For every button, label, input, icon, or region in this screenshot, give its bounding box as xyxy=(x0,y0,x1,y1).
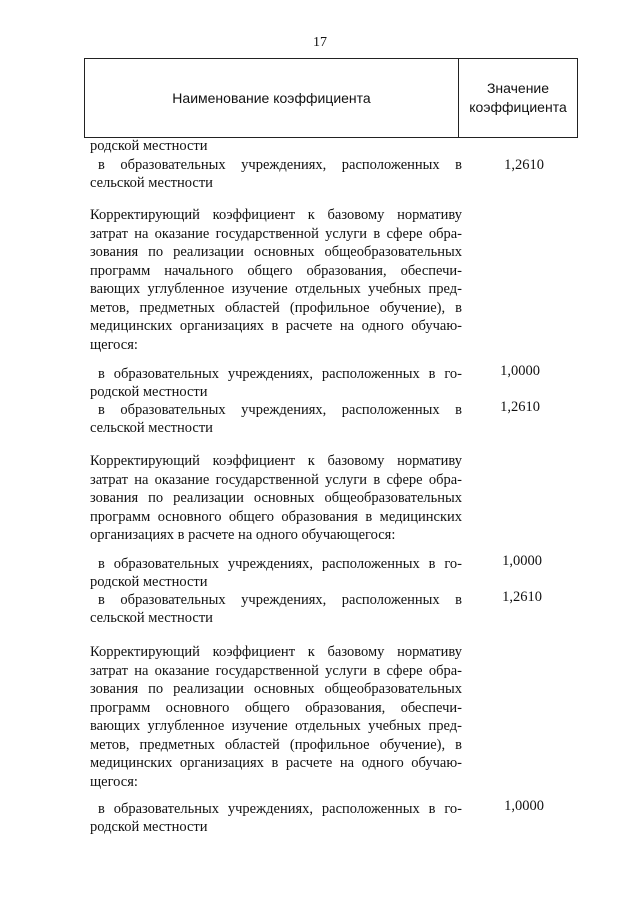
coefficient-value: 1,2610 xyxy=(502,589,542,605)
row-text-line: зования по реализации основных общеобразовательных xyxy=(90,244,462,260)
table-header xyxy=(84,58,578,138)
coefficient-value: 1,0000 xyxy=(502,553,542,569)
row-text-line: затрат на оказание государственной услуги в сфере обра- xyxy=(90,662,462,679)
row-text-line: программ основного общего образования, обеспечи- xyxy=(90,699,462,716)
row-text-line: щегося: xyxy=(90,773,138,790)
row-text-line: в образовательных учреждениях, расположенных в го- xyxy=(98,556,462,572)
row-text-line: в образовательных учреждениях, расположенных в xyxy=(98,157,462,173)
coefficient-value: 1,2610 xyxy=(500,399,540,415)
row-text-line: сельской местности xyxy=(90,610,213,626)
row-text-line: организациях в расчете на одного обучающегося: xyxy=(90,527,396,543)
row-text-line: сельской местности xyxy=(90,420,213,436)
row-text-line: Корректирующий коэффициент к базовому нормативу xyxy=(90,453,462,469)
row-text-line: вающих углубленное изучение отдельных учебных пред- xyxy=(90,718,462,734)
row-text-line: зования по реализации основных общеобразовательных xyxy=(90,490,462,506)
row-text-line: в образовательных учреждениях, расположенных в xyxy=(98,592,462,608)
row-text-line: затрат на оказание государственной услуги в сфере обра- xyxy=(90,225,462,242)
row-text-line: в образовательных учреждениях, расположенных в го- xyxy=(98,366,462,382)
coefficient-value: 1,0000 xyxy=(504,798,544,814)
row-text-line: Корректирующий коэффициент к базовому нормативу xyxy=(90,207,462,223)
row-text-line: родской местности xyxy=(90,384,208,400)
row-text-line: метов, предметных областей (профильное обучение), в xyxy=(90,736,462,753)
row-text-line: зования по реализации основных общеобразовательных xyxy=(90,681,462,697)
row-text-line: программ начального общего образования, обеспечи- xyxy=(90,262,462,279)
row-text-line: сельской местности xyxy=(90,175,213,191)
row-text-line: родской местности xyxy=(90,138,208,154)
coefficient-value: 1,0000 xyxy=(500,363,540,379)
row-text-line: метов, предметных областей (профильное обучение), в xyxy=(90,299,462,316)
row-text-line: родской местности xyxy=(90,574,208,590)
row-text-line: родской местности xyxy=(90,819,208,835)
row-text-line: в образовательных учреждениях, расположенных в xyxy=(98,402,462,418)
row-text-line: в образовательных учреждениях, расположенных в го- xyxy=(98,801,462,817)
page-number: 17 xyxy=(313,35,327,50)
header-value-column: Значение коэффициента xyxy=(458,59,577,137)
row-text-line: медицинских организациях в расчете на одного обучаю- xyxy=(90,318,462,334)
row-text-line: вающих углубленное изучение отдельных учебных пред- xyxy=(90,281,462,297)
coefficient-description xyxy=(90,643,462,791)
coefficient-description xyxy=(90,452,462,545)
header-name-column: Наименование коэффициента xyxy=(172,90,371,106)
coefficient-value: 1,2610 xyxy=(504,157,544,173)
row-text-line: щегося: xyxy=(90,336,138,353)
row-text-line: медицинских организациях в расчете на одного обучаю- xyxy=(90,755,462,771)
row-text-line: Корректирующий коэффициент к базовому нормативу xyxy=(90,644,462,660)
coefficient-description xyxy=(90,206,462,354)
row-text-line: затрат на оказание государственной услуги в сфере обра- xyxy=(90,471,462,488)
row-text-line: программ основного общего образования в медицинских xyxy=(90,508,462,525)
